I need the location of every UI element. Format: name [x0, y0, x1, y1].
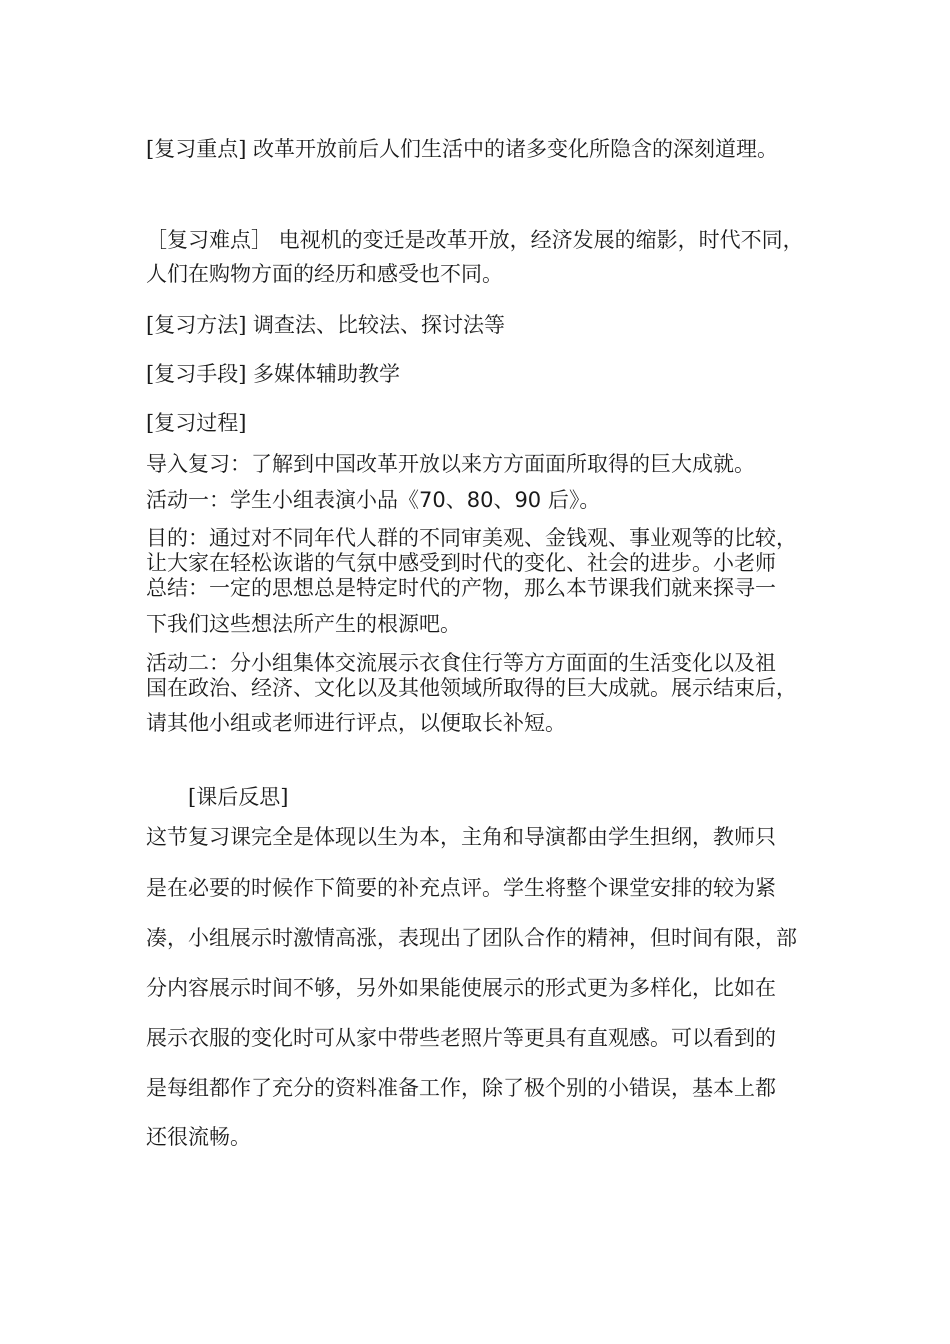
- review-focus: [复习重点] 改革开放前后人们生活中的诸多变化所隐含的深刻道理。: [146, 137, 779, 161]
- review-means: [复习手段] 多媒体辅助教学: [146, 362, 401, 386]
- activity-two-line-1: 活动二：分小组集体交流展示衣食住行等方方面面的生活变化以及祖: [146, 651, 776, 675]
- reflection-line-3: 凑，小组展示时激情高涨，表现出了团队合作的精神，但时间有限，部: [146, 926, 797, 950]
- reflection-line-2: 是在必要的时候作下简要的补充点评。学生将整个课堂安排的较为紧: [146, 876, 776, 900]
- purpose-line-4: 下我们这些想法所产生的根源吧。: [146, 612, 461, 636]
- purpose-line-2: 让大家在轻松诙谐的气氛中感受到时代的变化、社会的进步。小老师: [146, 551, 776, 575]
- reflection-line-5: 展示衣服的变化时可从家中带些老照片等更具有直观感。可以看到的: [146, 1026, 776, 1050]
- review-difficulty-line-1: ［复习难点］ 电视机的变迁是改革开放，经济发展的缩影，时代不同，: [146, 228, 804, 252]
- activity-two-line-2: 国在政治、经济、文化以及其他领域所取得的巨大成就。展示结束后，: [146, 676, 797, 700]
- activity-one: 活动一：学生小组表演小品《70、80、90 后》。: [146, 488, 601, 512]
- reflection-line-7: 还很流畅。: [146, 1125, 251, 1149]
- reflection-heading: [课后反思]: [188, 785, 289, 809]
- review-difficulty-line-2: 人们在购物方面的经历和感受也不同。: [146, 262, 503, 286]
- review-process-heading: [复习过程]: [146, 411, 247, 435]
- reflection-line-1: 这节复习课完全是体现以生为本，主角和导演都由学生担纲，教师只: [146, 825, 776, 849]
- reflection-line-6: 是每组都作了充分的资料准备工作，除了极个别的小错误，基本上都: [146, 1076, 776, 1100]
- intro-review: 导入复习：了解到中国改革开放以来方方面面所取得的巨大成就。: [146, 452, 755, 476]
- purpose-line-3: 总结：一定的思想总是特定时代的产物，那么本节课我们就来探寻一: [146, 576, 776, 600]
- review-method: [复习方法] 调查法、比较法、探讨法等: [146, 313, 506, 337]
- activity-two-line-3: 请其他小组或老师进行评点，以便取长补短。: [146, 711, 566, 735]
- purpose-line-1: 目的：通过对不同年代人群的不同审美观、金钱观、事业观等的比较，: [146, 526, 797, 550]
- reflection-line-4: 分内容展示时间不够，另外如果能使展示的形式更为多样化，比如在: [146, 976, 776, 1000]
